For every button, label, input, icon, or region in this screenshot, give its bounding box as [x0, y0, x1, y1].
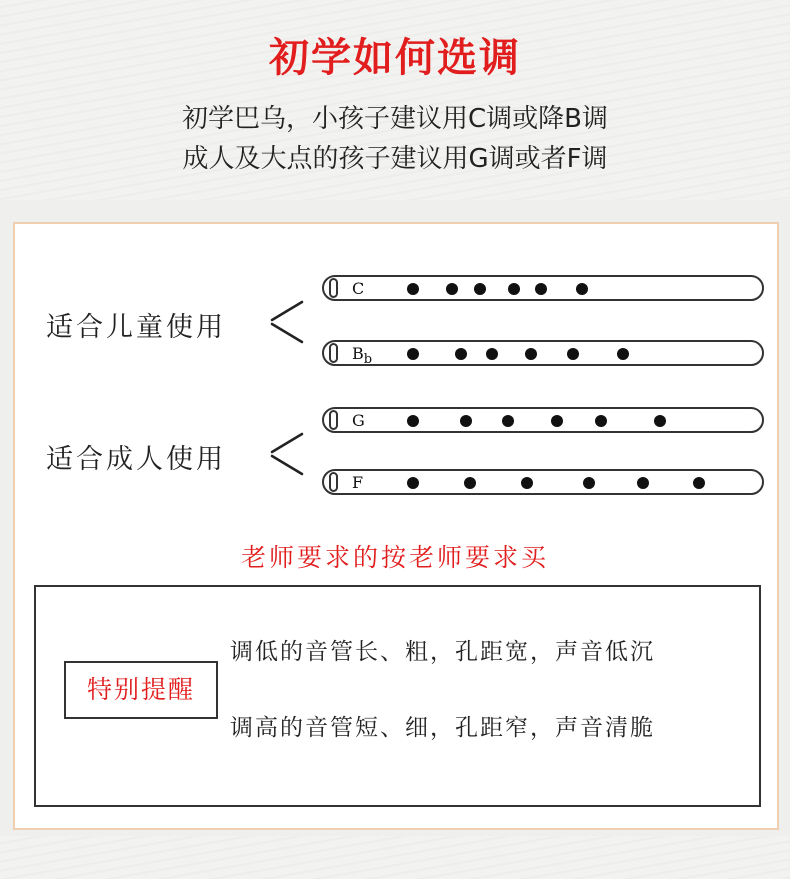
- finger-hole: [654, 415, 666, 427]
- finger-hole: [474, 283, 486, 295]
- finger-hole: [567, 348, 579, 360]
- adults-group-label: 适合成人使用: [46, 444, 226, 475]
- flute-g: [322, 407, 764, 433]
- adults-brace-icon: [268, 430, 308, 480]
- flute-c: [322, 275, 764, 301]
- subtitle-line-1: 初学巴乌，小孩子建议用C调或降B调: [182, 104, 608, 134]
- flute-end-cap: [329, 410, 338, 430]
- buy-note: 老师要求的按老师要求买: [240, 543, 549, 572]
- finger-hole: [637, 477, 649, 489]
- finger-hole: [407, 477, 419, 489]
- finger-hole: [551, 415, 563, 427]
- flute-key-label: C: [352, 279, 365, 298]
- flute-key-label: F: [352, 473, 364, 492]
- finger-hole: [455, 348, 467, 360]
- flute-key-accidental: b: [363, 352, 373, 368]
- flute-key-label: G: [352, 411, 365, 430]
- flute-end-cap: [329, 278, 338, 298]
- finger-hole: [576, 283, 588, 295]
- finger-hole: [407, 348, 419, 360]
- finger-hole: [535, 283, 547, 295]
- finger-hole: [446, 283, 458, 295]
- subtitle-line-2: 成人及大点的孩子建议用G调或者F调: [182, 144, 608, 174]
- finger-hole: [583, 477, 595, 489]
- finger-hole: [502, 415, 514, 427]
- finger-hole: [693, 477, 705, 489]
- children-group-label: 适合儿童使用: [46, 312, 226, 343]
- finger-hole: [508, 283, 520, 295]
- children-brace-icon: [268, 298, 308, 348]
- finger-hole: [407, 283, 419, 295]
- finger-hole: [407, 415, 419, 427]
- footer-background: [0, 836, 790, 879]
- flute-end-cap: [329, 472, 338, 492]
- finger-hole: [617, 348, 629, 360]
- finger-hole: [595, 415, 607, 427]
- reminder-line-low-key: 调低的音管长、粗，孔距宽，声音低沉: [230, 639, 655, 665]
- flute-bb: [322, 340, 764, 366]
- flute-key-label: $B_b$: [352, 344, 373, 368]
- flute-f: [322, 469, 764, 495]
- reminder-line-high-key: 调高的音管短、细，孔距窄，声音清脆: [230, 715, 655, 741]
- finger-hole: [525, 348, 537, 360]
- finger-hole: [464, 477, 476, 489]
- finger-hole: [521, 477, 533, 489]
- flute-end-cap: [329, 343, 338, 363]
- reminder-tag: 特别提醒: [64, 661, 218, 719]
- finger-hole: [460, 415, 472, 427]
- page-title: 初学如何选调: [269, 35, 521, 81]
- finger-hole: [486, 348, 498, 360]
